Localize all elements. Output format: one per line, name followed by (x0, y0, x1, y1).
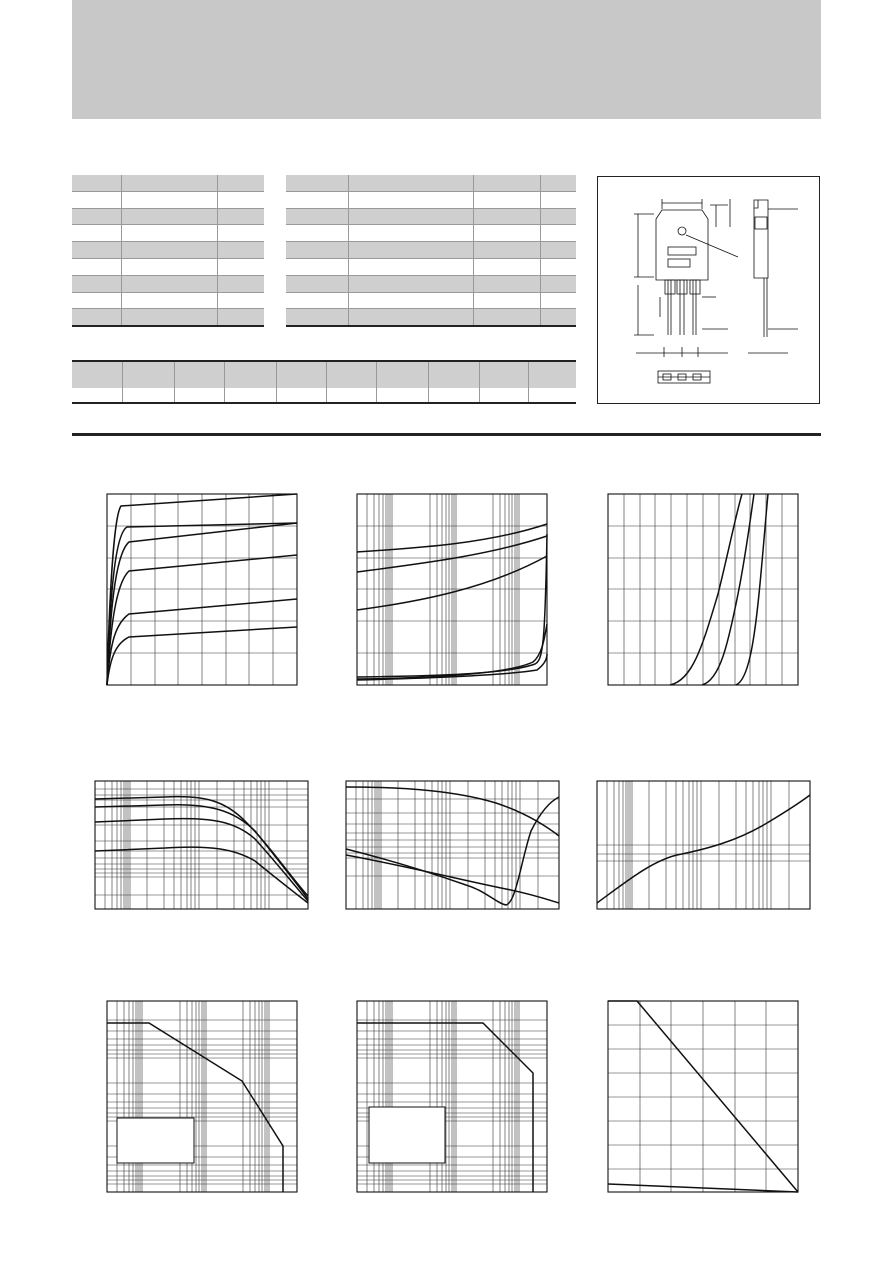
power-derating-graph-icon (608, 1001, 798, 1192)
transfer-characteristics-graph-icon (608, 494, 798, 685)
header-band (72, 0, 821, 119)
package-outline-box (597, 176, 820, 404)
hfe-vs-ic-graph-icon (95, 781, 308, 909)
graph-note-box (117, 1118, 194, 1163)
output-characteristics-graph-icon (107, 494, 297, 685)
graph-note-box (369, 1107, 445, 1163)
safe-operating-area-graph-icon (107, 1001, 297, 1192)
graph-grid (107, 494, 297, 685)
temperature-characteristics-graph-icon (346, 781, 559, 909)
log-log-characteristics-graph-icon (357, 494, 547, 685)
to3p-package-drawing-icon (598, 177, 821, 405)
section-divider (72, 433, 821, 436)
log-curve-graph-icon (597, 781, 810, 909)
electrical-characteristics-table (286, 175, 576, 327)
hfe-rank-table (72, 360, 576, 404)
absolute-ratings-table (72, 175, 264, 327)
safe-operating-area-graph-icon (357, 1001, 547, 1192)
